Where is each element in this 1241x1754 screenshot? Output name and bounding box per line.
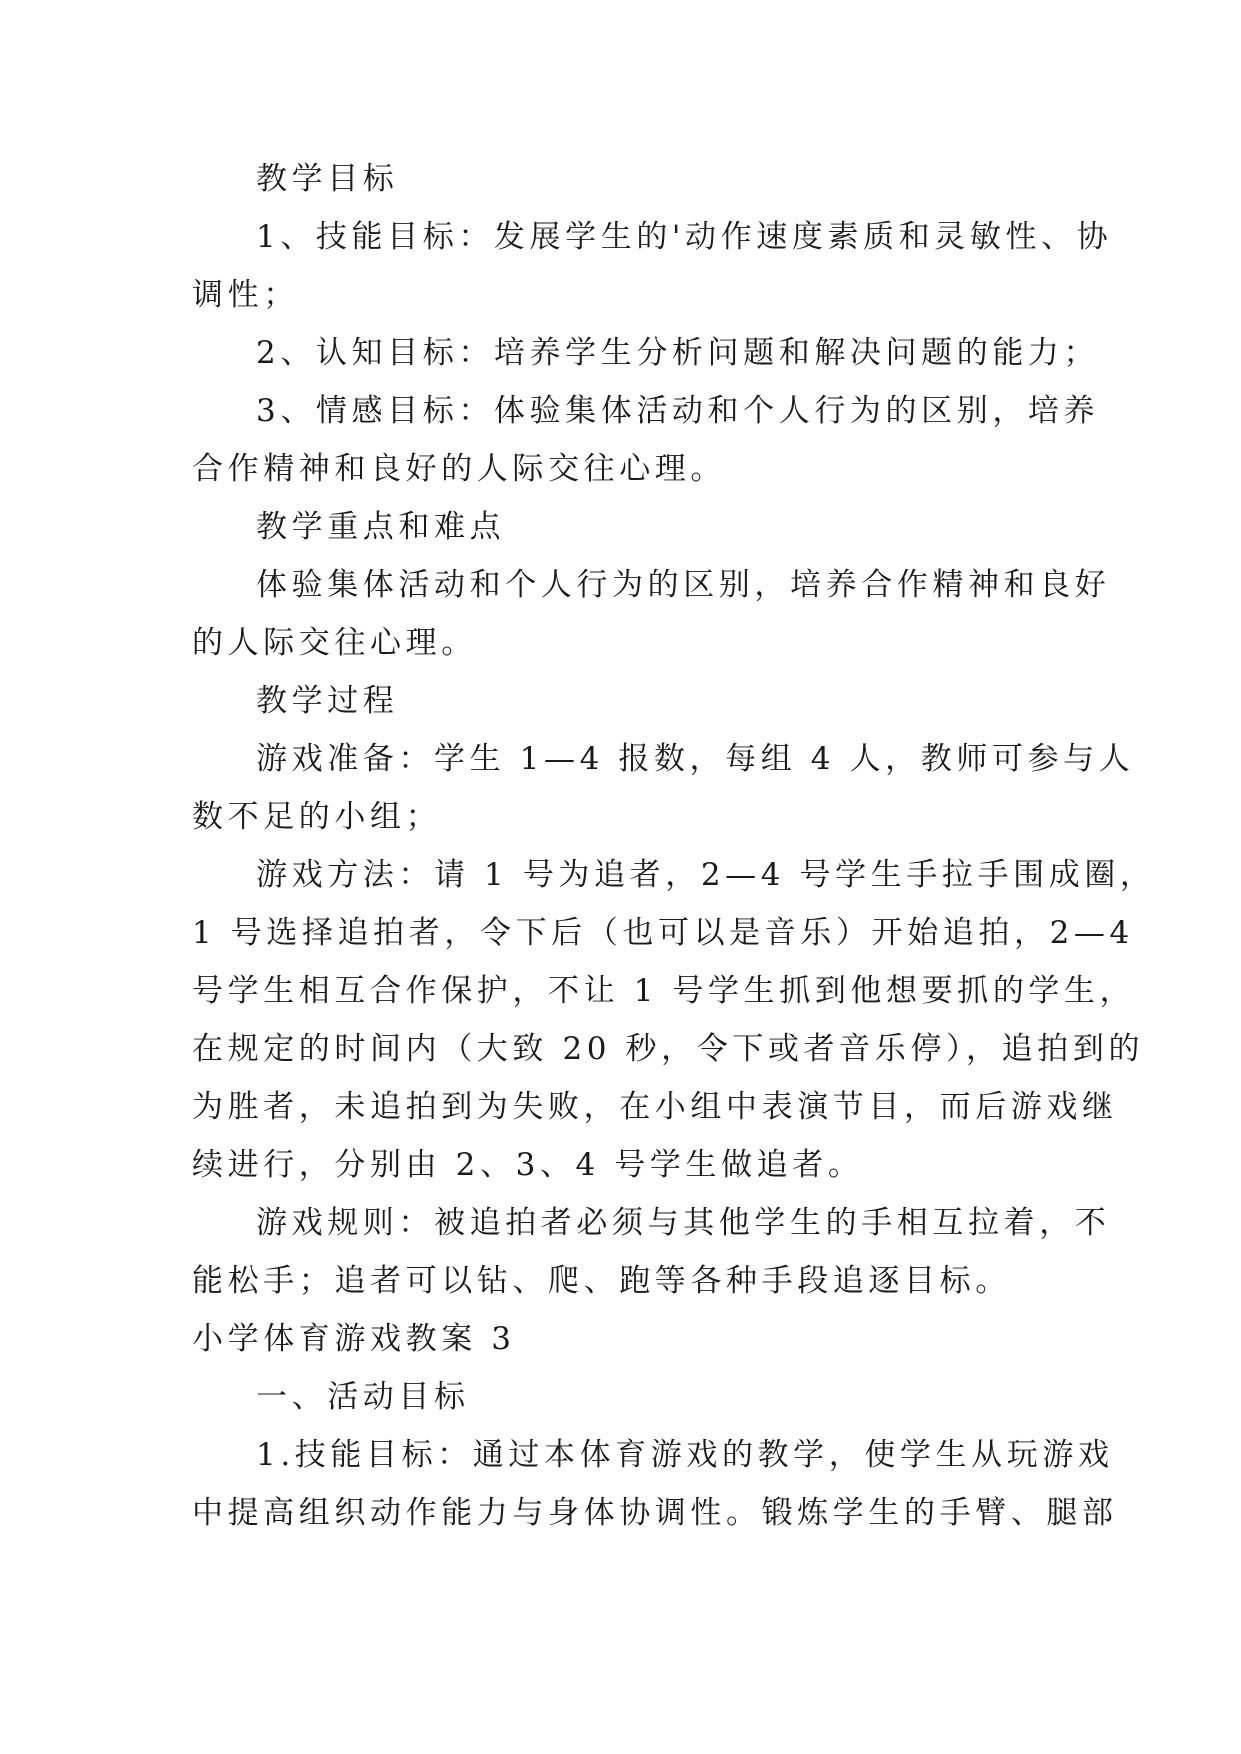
document-section-title: 小学体育游戏教案 3 xyxy=(192,1321,516,1357)
document-page xyxy=(192,150,1156,1542)
section-heading-process: 教学过程 xyxy=(256,683,399,719)
paragraph-line: 游戏规则：被追拍者必须与其他学生的手相互拉着，不 xyxy=(256,1205,1111,1241)
paragraph-line: 3、情感目标：体验集体活动和个人行为的区别，培养 xyxy=(256,393,1100,429)
paragraph-line: 调性； xyxy=(192,277,299,313)
paragraph-line: 数不足的小组； xyxy=(192,799,442,835)
paragraph-line: 合作精神和良好的人际交往心理。 xyxy=(192,451,726,487)
paragraph-line: 的人际交往心理。 xyxy=(192,625,477,661)
paragraph-line: 能松手；追者可以钻、爬、跑等各种手段追逐目标。 xyxy=(192,1263,1011,1299)
paragraph-line: 号学生相互合作保护，不让 1 号学生抓到他想要抓的学生， xyxy=(192,973,1136,1009)
section-heading-activity-goals: 一、活动目标 xyxy=(256,1379,470,1415)
paragraph-line: 1 号选择追拍者，令下后（也可以是音乐）开始追拍，2—4 xyxy=(192,915,1134,951)
section-heading-key-points: 教学重点和难点 xyxy=(256,509,506,545)
section-heading-teaching-goals: 教学目标 xyxy=(256,161,399,197)
paragraph-line: 为胜者，未追拍到为失败，在小组中表演节目，而后游戏继 xyxy=(192,1089,1118,1125)
paragraph-line: 游戏方法：请 1 号为追者，2—4 号学生手拉手围成圈， xyxy=(256,857,1156,893)
paragraph-line: 1.技能目标：通过本体育游戏的教学，使学生从玩游戏 xyxy=(256,1437,1114,1473)
paragraph-line: 2、认知目标：培养学生分析问题和解决问题的能力； xyxy=(256,335,1100,371)
paragraph-line: 体验集体活动和个人行为的区别，培养合作精神和良好 xyxy=(256,567,1111,603)
paragraph-line: 中提高组织动作能力与身体协调性。锻炼学生的手臂、腿部 xyxy=(192,1495,1118,1531)
paragraph-line: 游戏准备：学生 1—4 报数，每组 4 人，教师可参与人 xyxy=(256,741,1135,777)
paragraph-line: 1、技能目标：发展学生的'动作速度素质和灵敏性、协 xyxy=(256,219,1113,255)
paragraph-line: 续进行，分别由 2、3、4 号学生做追者。 xyxy=(192,1147,864,1183)
paragraph-line: 在规定的时间内（大致 20 秒，令下或者音乐停），追拍到的 xyxy=(192,1031,1145,1067)
